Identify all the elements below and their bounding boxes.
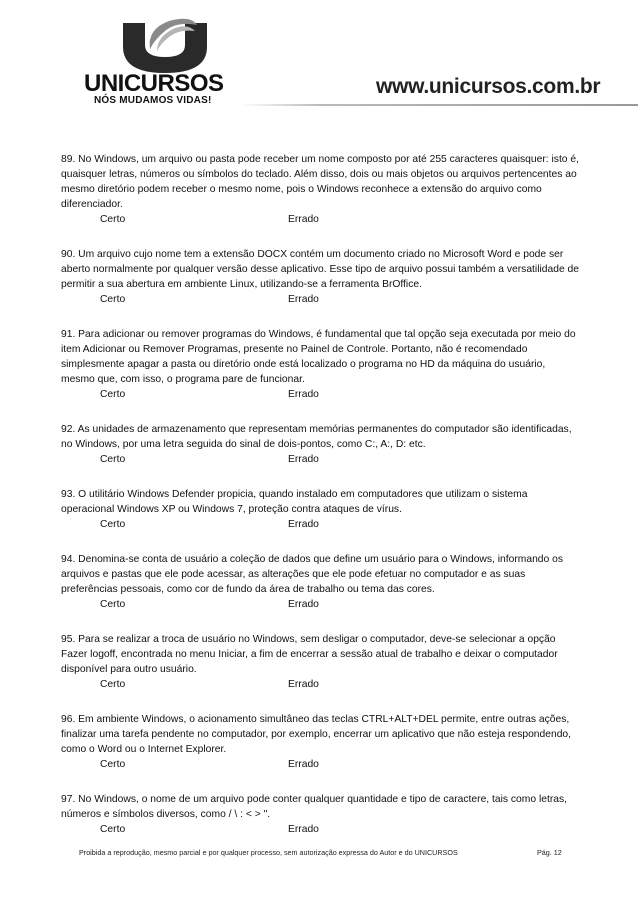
question-text: 92. As unidades de armazenamento que representam memórias permanentes do computador são identificadas, no Windows, por uma letra seguida do sinal de dois-pontos, como C:, A:, D: etc. [61, 424, 572, 450]
question-text: 94. Denomina-se conta de usuário a coleção de dados que define um usuário para o Windows, informando os arquivos e pastas que ele pode acessar, as alterações que ele pode efetuar no computador e as suas preferências pessoais, como cor de fundo da área de trabalho ou tema das cores. [61, 554, 563, 595]
answer-options [61, 212, 581, 227]
page-number: Pág. 12 [537, 848, 562, 857]
answer-options [61, 387, 581, 402]
answer-errado: Errado [288, 759, 319, 770]
answer-errado: Errado [288, 599, 319, 610]
question-text: 91. Para adicionar ou remover programas do Windows, é fundamental que tal opção seja executada por meio do item Adicionar ou Remover Programas, presente no Painel de Controle. Portanto, não é recomendado simplesmente apagar a pasta ou diretório onde está localizado o programa no HD da máquina do usuário, mesmo que, com isso, o programa pare de funcionar. [61, 329, 576, 385]
question-93 [61, 487, 581, 532]
answer-errado: Errado [288, 294, 319, 305]
question-text: 95. Para se realizar a troca de usuário no Windows, sem desligar o computador, deve-se selecionar a opção Fazer logoff, encontrada no menu Iniciar, a fim de encerrar a sessão atual de trabalho e deixar o computador disponível para outro usuário. [61, 634, 558, 675]
answer-errado: Errado [288, 389, 319, 400]
question-text: 93. O utilitário Windows Defender propicia, quando instalado em computadores que utilizam o sistema operacional Windows XP ou Windows 7, proteção contra ataques de vírus. [61, 489, 528, 515]
answer-options [61, 517, 581, 532]
answer-options [61, 292, 581, 307]
answer-errado: Errado [288, 679, 319, 690]
answer-certo: Certo [100, 294, 126, 305]
unicursos-logo-icon [117, 15, 213, 75]
answer-certo: Certo [100, 679, 126, 690]
header-divider [240, 104, 638, 106]
answer-errado: Errado [288, 454, 319, 465]
question-90 [61, 247, 581, 307]
answer-errado: Errado [288, 519, 319, 530]
answer-errado: Errado [288, 214, 319, 225]
question-list [61, 152, 581, 857]
answer-options [61, 597, 581, 612]
answer-certo: Certo [100, 214, 126, 225]
question-text: 97. No Windows, o nome de um arquivo pode conter qualquer quantidade e tipo de caractere, tais como letras, números e símbolos diversos, como / \ : < > ". [61, 794, 567, 820]
question-94 [61, 552, 581, 612]
question-text: 90. Um arquivo cujo nome tem a extensão DOCX contém um documento criado no Microsoft Word e pode ser aberto normalmente por qualquer versão desse aplicativo. Esse tipo de arquivo possui também a versatilidade de permitir a sua abertura em ambiente Linux, utilizando-se a ferramenta BrOffice. [61, 249, 579, 290]
question-96 [61, 712, 581, 772]
question-89 [61, 152, 581, 227]
answer-certo: Certo [100, 389, 126, 400]
answer-options [61, 822, 581, 837]
answer-certo: Certo [100, 454, 126, 465]
answer-certo: Certo [100, 599, 126, 610]
question-92 [61, 422, 581, 467]
question-97 [61, 792, 581, 837]
brand-tagline: NÓS MUDAMOS VIDAS! [94, 95, 212, 106]
answer-options [61, 757, 581, 772]
answer-certo: Certo [100, 759, 126, 770]
website-url[interactable]: www.unicursos.com.br [376, 75, 601, 98]
answer-certo: Certo [100, 519, 126, 530]
question-text: 96. Em ambiente Windows, o acionamento simultâneo das teclas CTRL+ALT+DEL permite, entre outras ações, finalizar uma tarefa pendente no computador, por exemplo, encerrar um aplicativo que não esteja respondendo, como o Word ou o Internet Explorer. [61, 714, 572, 755]
answer-errado: Errado [288, 824, 319, 835]
question-91 [61, 327, 581, 402]
brand-name: UNICURSOS [84, 70, 224, 97]
question-95 [61, 632, 581, 692]
question-text: 89. No Windows, um arquivo ou pasta pode receber um nome composto por até 255 caracteres quaisquer: isto é, quaisquer letras, números ou símbolos do teclado. Além disso, dois ou mais objetos ou arquivos pertencentes ao mesmo diretório podem receber o mesmo nome, pois o Windows reconhece a extensão do arquivo como diferenciador. [61, 154, 579, 210]
answer-options [61, 677, 581, 692]
answer-options [61, 452, 581, 467]
answer-certo: Certo [100, 824, 126, 835]
footer-notice: Proibida a reprodução, mesmo parcial e por qualquer processo, sem autorização expressa do Autor e do UNICURSOS [79, 848, 458, 857]
